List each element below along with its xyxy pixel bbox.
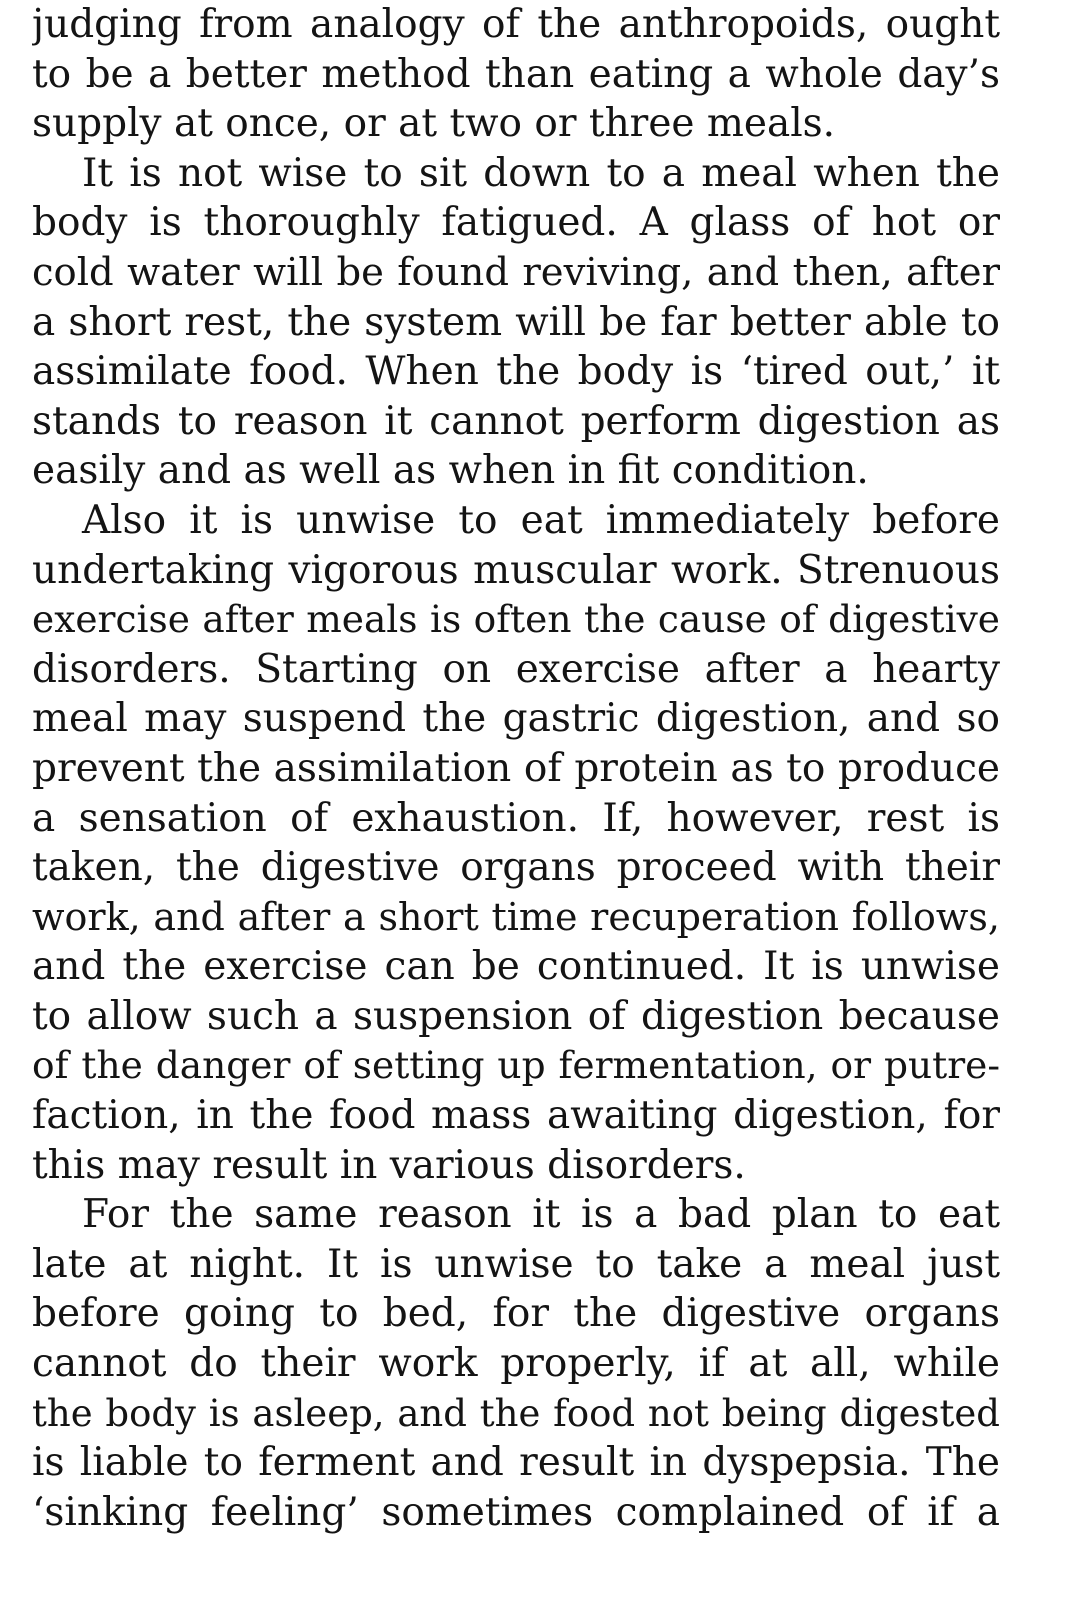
text-line: work, and after a short time recuperation follows, (32, 894, 1000, 939)
text-line: this may result in various disorders. (32, 1142, 746, 1188)
text-line: stands to reason it cannot perform digestion as (32, 398, 1000, 444)
text-line: undertaking vigorous muscular work. Strenuous (32, 547, 1000, 593)
text-line: the body is asleep, and the food not being digested (32, 1391, 1000, 1435)
text-line: supply at once, or at two or three meals. (32, 101, 836, 147)
text-line: a short rest, the system will be far better able to (32, 299, 1000, 345)
text-line: ‘sinking feeling’ sometimes complained of if a (32, 1489, 1000, 1535)
text-line: assimilate food. When the body is ‘tired out,’ it (32, 349, 1000, 395)
paragraph-2 (32, 149, 1000, 496)
text-line: late at night. It is unwise to take a meal just (32, 1241, 1000, 1287)
text-line: body is thoroughly fatigued. A glass of hot or (32, 200, 1000, 246)
text-line: It is not wise to sit down to a meal when the (82, 150, 1000, 196)
document-page (32, 0, 1000, 1611)
paragraph-3 (32, 496, 1000, 1190)
text-line: and the exercise can be continued. It is unwise (32, 944, 1000, 990)
text-line: is liable to ferment and result in dyspepsia. The (32, 1440, 1000, 1486)
text-line: exercise after meals is often the cause of digestive (32, 597, 1000, 642)
text-line: For the same reason it is a bad plan to eat (82, 1192, 1000, 1238)
text-line: faction, in the food mass awaiting digestion, for (32, 1093, 1000, 1139)
text-line: meal may suspend the gastric digestion, and so (32, 696, 1000, 742)
text-line: judging from analogy of the anthropoids, ought (32, 2, 1000, 47)
paragraph-1 (32, 0, 1000, 149)
text-line: taken, the digestive organs proceed with their (32, 845, 1000, 891)
text-line: disorders. Starting on exercise after a hearty (32, 646, 1000, 692)
text-line: of the danger of setting up fermentation, or putre- (32, 1043, 1000, 1088)
text-line: Also it is unwise to eat immediately before (82, 497, 1000, 543)
text-line: before going to bed, for the digestive organs (32, 1291, 1000, 1337)
text-line: to allow such a suspension of digestion because (32, 993, 1000, 1039)
paragraph-4 (32, 1190, 1000, 1537)
text-line: easily and as well as when in fit condition. (32, 448, 869, 494)
text-line: cannot do their work properly, if at all, while (32, 1341, 1000, 1387)
text-line: cold water will be found reviving, and then, after (32, 249, 1000, 295)
text-line: to be a better method than eating a whole day’s (32, 51, 1000, 97)
text-line: prevent the assimilation of protein as to produce (32, 745, 1000, 791)
text-line: a sensation of exhaustion. If, however, rest is (32, 795, 1000, 841)
